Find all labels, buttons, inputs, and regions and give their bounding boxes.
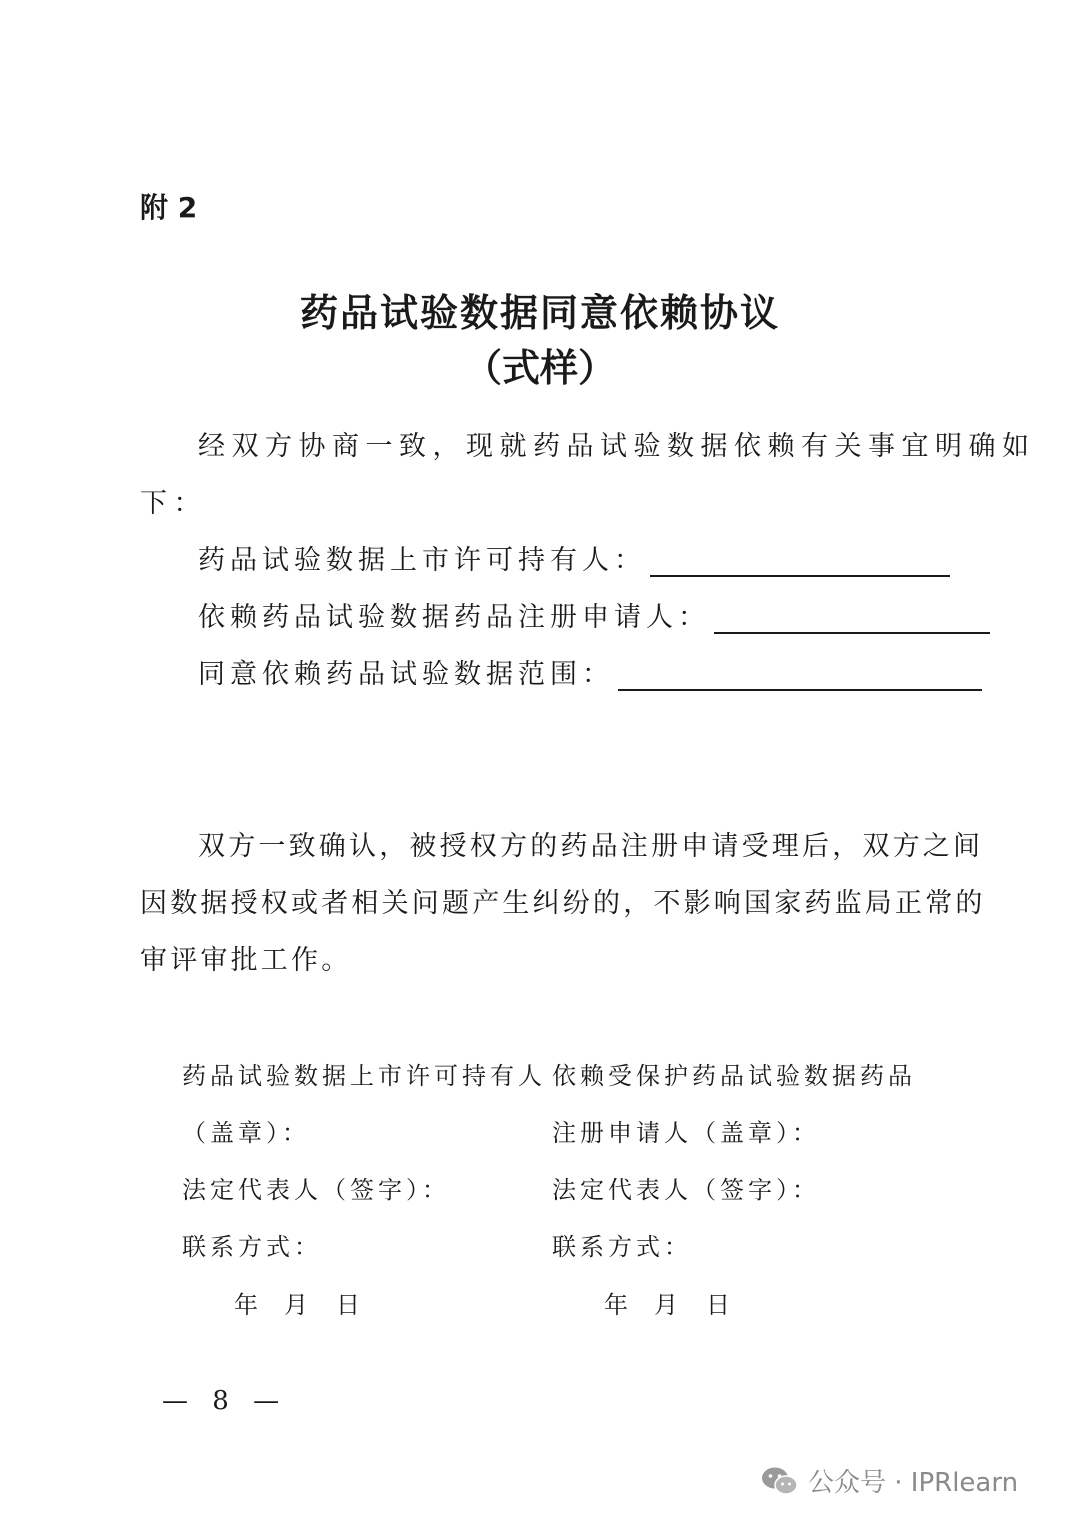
sig-left-line-4: 联系方式： [182,1233,322,1261]
watermark [760,1462,1018,1499]
field-holder [198,538,950,577]
confirm-line-3: 审评审批工作。 [140,945,352,976]
sig-right-day: 日 [706,1291,730,1319]
field-scope [198,652,982,691]
field-holder-label: 药品试验数据上市许可持有人： [198,545,646,576]
watermark-text: 公众号 · IPRlearn [808,1468,1019,1498]
field-applicant [198,595,990,634]
sig-left-line-1: 药品试验数据上市许可持有人 [182,1062,546,1090]
field-scope-blank [618,659,982,691]
sig-left-line-2: （盖章）： [182,1119,310,1147]
sig-left-day: 日 [336,1291,360,1319]
confirm-line-2: 因数据授权或者相关问题产生纠纷的，不影响国家药监局正常的 [140,888,986,919]
wechat-icon [760,1465,800,1497]
sig-right-line-4: 联系方式： [552,1233,692,1261]
sig-right-month: 月 [654,1291,678,1319]
field-scope-label: 同意依赖药品试验数据范围： [198,659,614,690]
field-applicant-blank [714,602,990,634]
field-applicant-label: 依赖药品试验数据药品注册申请人： [198,602,710,633]
sig-right-line-2: 注册申请人（盖章）： [552,1119,820,1147]
annex-label: 附 2 [140,191,198,224]
sig-right-line-3: 法定代表人（签字）： [552,1176,820,1204]
document-subtitle: （式样） [463,346,616,390]
intro-line-1: 经双方协商一致，现就药品试验数据依赖有关事宜明确如 [198,431,1036,462]
sig-left-month: 月 [284,1291,308,1319]
page-number: — 8 — [162,1386,288,1416]
document-title: 药品试验数据同意依赖协议 [299,291,780,335]
sig-left-line-3: 法定代表人（签字）： [182,1176,450,1204]
intro-line-2: 下： [140,488,207,519]
sig-right-year: 年 [604,1291,628,1319]
field-holder-blank [650,545,950,577]
sig-left-year: 年 [234,1291,258,1319]
sig-right-line-1: 依赖受保护药品试验数据药品 [552,1062,916,1090]
confirm-line-1: 双方一致确认，被授权方的药品注册申请受理后，双方之间 [198,831,984,862]
